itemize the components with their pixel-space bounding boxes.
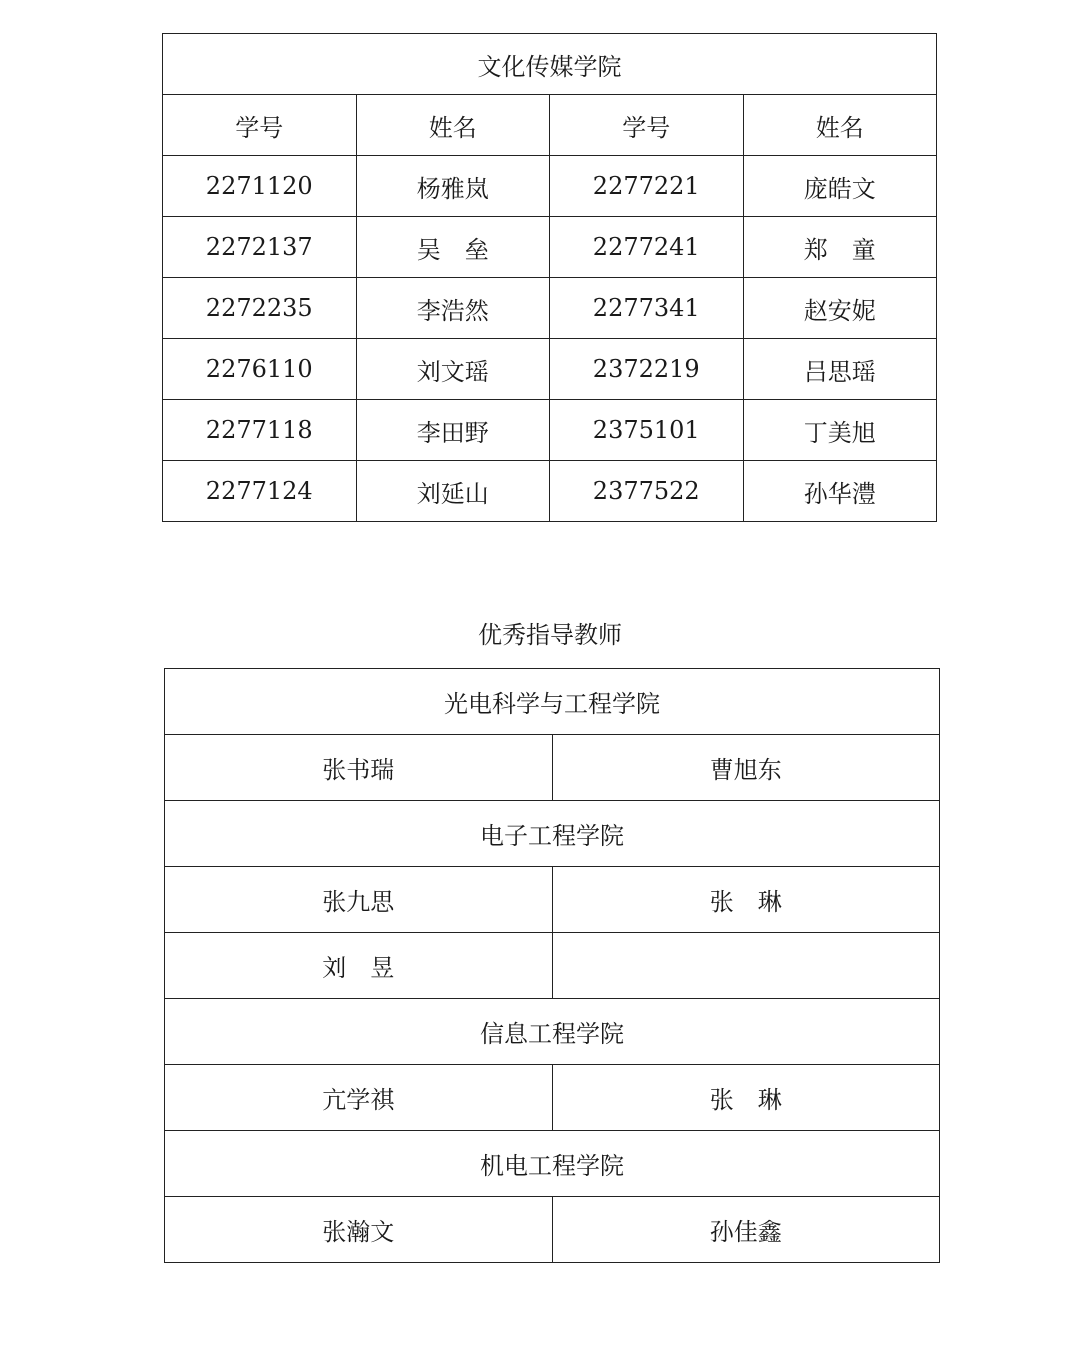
student-name-cell: 吕思瑶 [743,339,937,400]
student-name-cell: 赵安妮 [743,278,937,339]
student-name-cell: 郑 童 [743,217,937,278]
table-row [163,156,937,217]
college-name: 光电科学与工程学院 [165,669,940,735]
column-header-student-id: 学号 [550,95,744,156]
student-name-cell: 丁美旭 [743,400,937,461]
teacher-name-cell: 孙佳鑫 [552,1197,940,1263]
table-row [165,735,940,801]
student-name-cell: 杨雅岚 [356,156,550,217]
teacher-name-cell: 张 琳 [552,1065,940,1131]
student-name-cell: 吴 垒 [356,217,550,278]
student-award-table [162,33,937,522]
student-id-cell: 2277124 [163,461,357,522]
student-id-cell: 2277341 [550,278,744,339]
teacher-name-cell: 亢学祺 [165,1065,553,1131]
student-id-cell: 2372219 [550,339,744,400]
table-row [163,278,937,339]
student-id-cell: 2272235 [163,278,357,339]
table-row [163,217,937,278]
student-id-cell: 2277241 [550,217,744,278]
column-header-name: 姓名 [743,95,937,156]
college-name: 信息工程学院 [165,999,940,1065]
student-name-cell: 李田野 [356,400,550,461]
student-id-cell: 2277221 [550,156,744,217]
college-name: 文化传媒学院 [163,34,937,95]
college-row [165,1131,940,1197]
student-name-cell: 孙华澧 [743,461,937,522]
student-id-cell: 2272137 [163,217,357,278]
teacher-name-cell: 刘 昱 [165,933,553,999]
student-name-cell: 李浩然 [356,278,550,339]
student-name-cell: 刘延山 [356,461,550,522]
teacher-name-cell: 曹旭东 [552,735,940,801]
table-row [163,400,937,461]
college-row [165,999,940,1065]
teacher-name-cell: 张瀚文 [165,1197,553,1263]
column-header-student-id: 学号 [163,95,357,156]
section-title: 优秀指导教师 [478,621,622,649]
table-row [163,461,937,522]
student-id-cell: 2276110 [163,339,357,400]
table-row [163,339,937,400]
table-row [165,1065,940,1131]
teacher-name-cell: 张书瑞 [165,735,553,801]
teacher-name-cell: 张九思 [165,867,553,933]
college-row [165,801,940,867]
student-id-cell: 2277118 [163,400,357,461]
table-row [165,1197,940,1263]
student-id-cell: 2375101 [550,400,744,461]
student-name-cell: 庞皓文 [743,156,937,217]
college-row [165,669,940,735]
table-row [165,867,940,933]
teacher-award-table [164,668,940,1263]
column-header-name: 姓名 [356,95,550,156]
college-name: 机电工程学院 [165,1131,940,1197]
teacher-name-cell [552,933,940,999]
student-id-cell: 2377522 [550,461,744,522]
student-id-cell: 2271120 [163,156,357,217]
table-header-row [163,95,937,156]
student-name-cell: 刘文瑶 [356,339,550,400]
table-row [165,933,940,999]
table-title-row [163,34,937,95]
college-name: 电子工程学院 [165,801,940,867]
teacher-name-cell: 张 琳 [552,867,940,933]
